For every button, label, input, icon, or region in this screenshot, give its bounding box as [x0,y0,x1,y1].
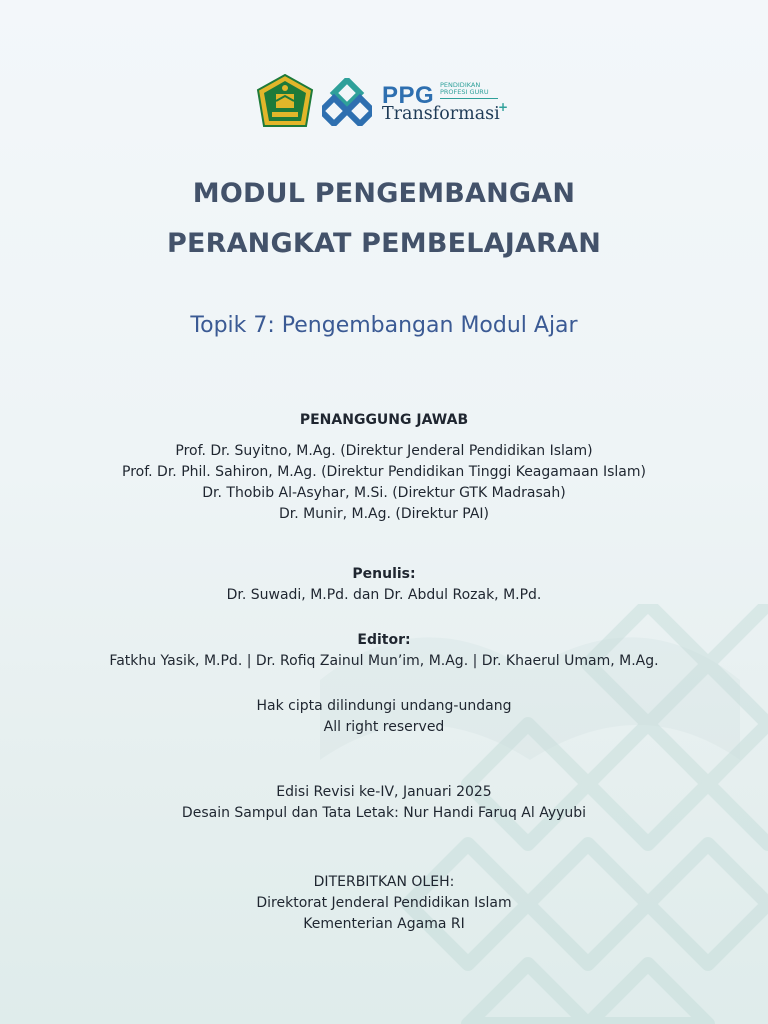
pj-name: Prof. Dr. Phil. Sahiron, M.Ag. (Direktur Pendidikan Tinggi Keagamaan Islam) [122,464,646,480]
publisher-heading: DITERBITKAN OLEH: [313,874,455,890]
edition-section [0,782,768,824]
copyright-line-1: Hak cipta dilindungi undang-undang [256,698,512,714]
ppg-logo-mark-icon [322,78,372,126]
penulis-names: Dr. Suwadi, M.Pd. dan Dr. Abdul Rozak, M.Pd. [226,587,542,603]
subtitle: Topik 7: Pengembangan Modul Ajar [190,313,578,338]
publisher-section [0,872,768,935]
penulis-heading: Penulis: [352,566,416,582]
copyright-section [0,696,768,738]
ppg-subtitle: PENDIDIKAN PROFESI GURU [440,81,489,96]
editor-section [0,630,768,672]
penanggung-jawab-heading: PENANGGUNG JAWAB [299,412,469,428]
ppg-transformasi: Transformasi [382,104,500,124]
ppg-wordmark: PPG [382,82,435,109]
pj-name: Dr. Thobib Al-Asyhar, M.Si. (Direktur GTK Madrasah) [202,485,566,501]
logo-bar [0,74,768,132]
title-line-1: MODUL PENGEMBANGAN [192,178,576,209]
editor-names: Fatkhu Yasik, M.Pd. | Dr. Rofiq Zainul Mun’im, M.Ag. | Dr. Khaerul Umam, M.Ag. [109,653,659,669]
pj-name: Dr. Munir, M.Ag. (Direktur PAI) [279,506,489,522]
editor-heading: Editor: [357,632,411,648]
publisher-line-1: Direktorat Jenderal Pendidikan Islam [256,895,512,911]
publisher-line-2: Kementerian Agama RI [303,916,465,932]
edition-line-2: Desain Sampul dan Tata Letak: Nur Handi Faruq Al Ayyubi [181,805,587,821]
ppg-divider [440,98,498,99]
edition-line-1: Edisi Revisi ke-IV, Januari 2025 [276,784,492,800]
copyright-line-2: All right reserved [323,719,445,735]
kemenag-emblem-icon [256,74,314,128]
penulis-section [0,564,768,606]
ppg-plus-icon: + [498,100,509,114]
pj-name: Prof. Dr. Suyitno, M.Ag. (Direktur Jenderal Pendidikan Islam) [175,443,593,459]
title-line-2: PERANGKAT PEMBELAJARAN [166,228,602,259]
penanggung-jawab-section [0,410,768,525]
